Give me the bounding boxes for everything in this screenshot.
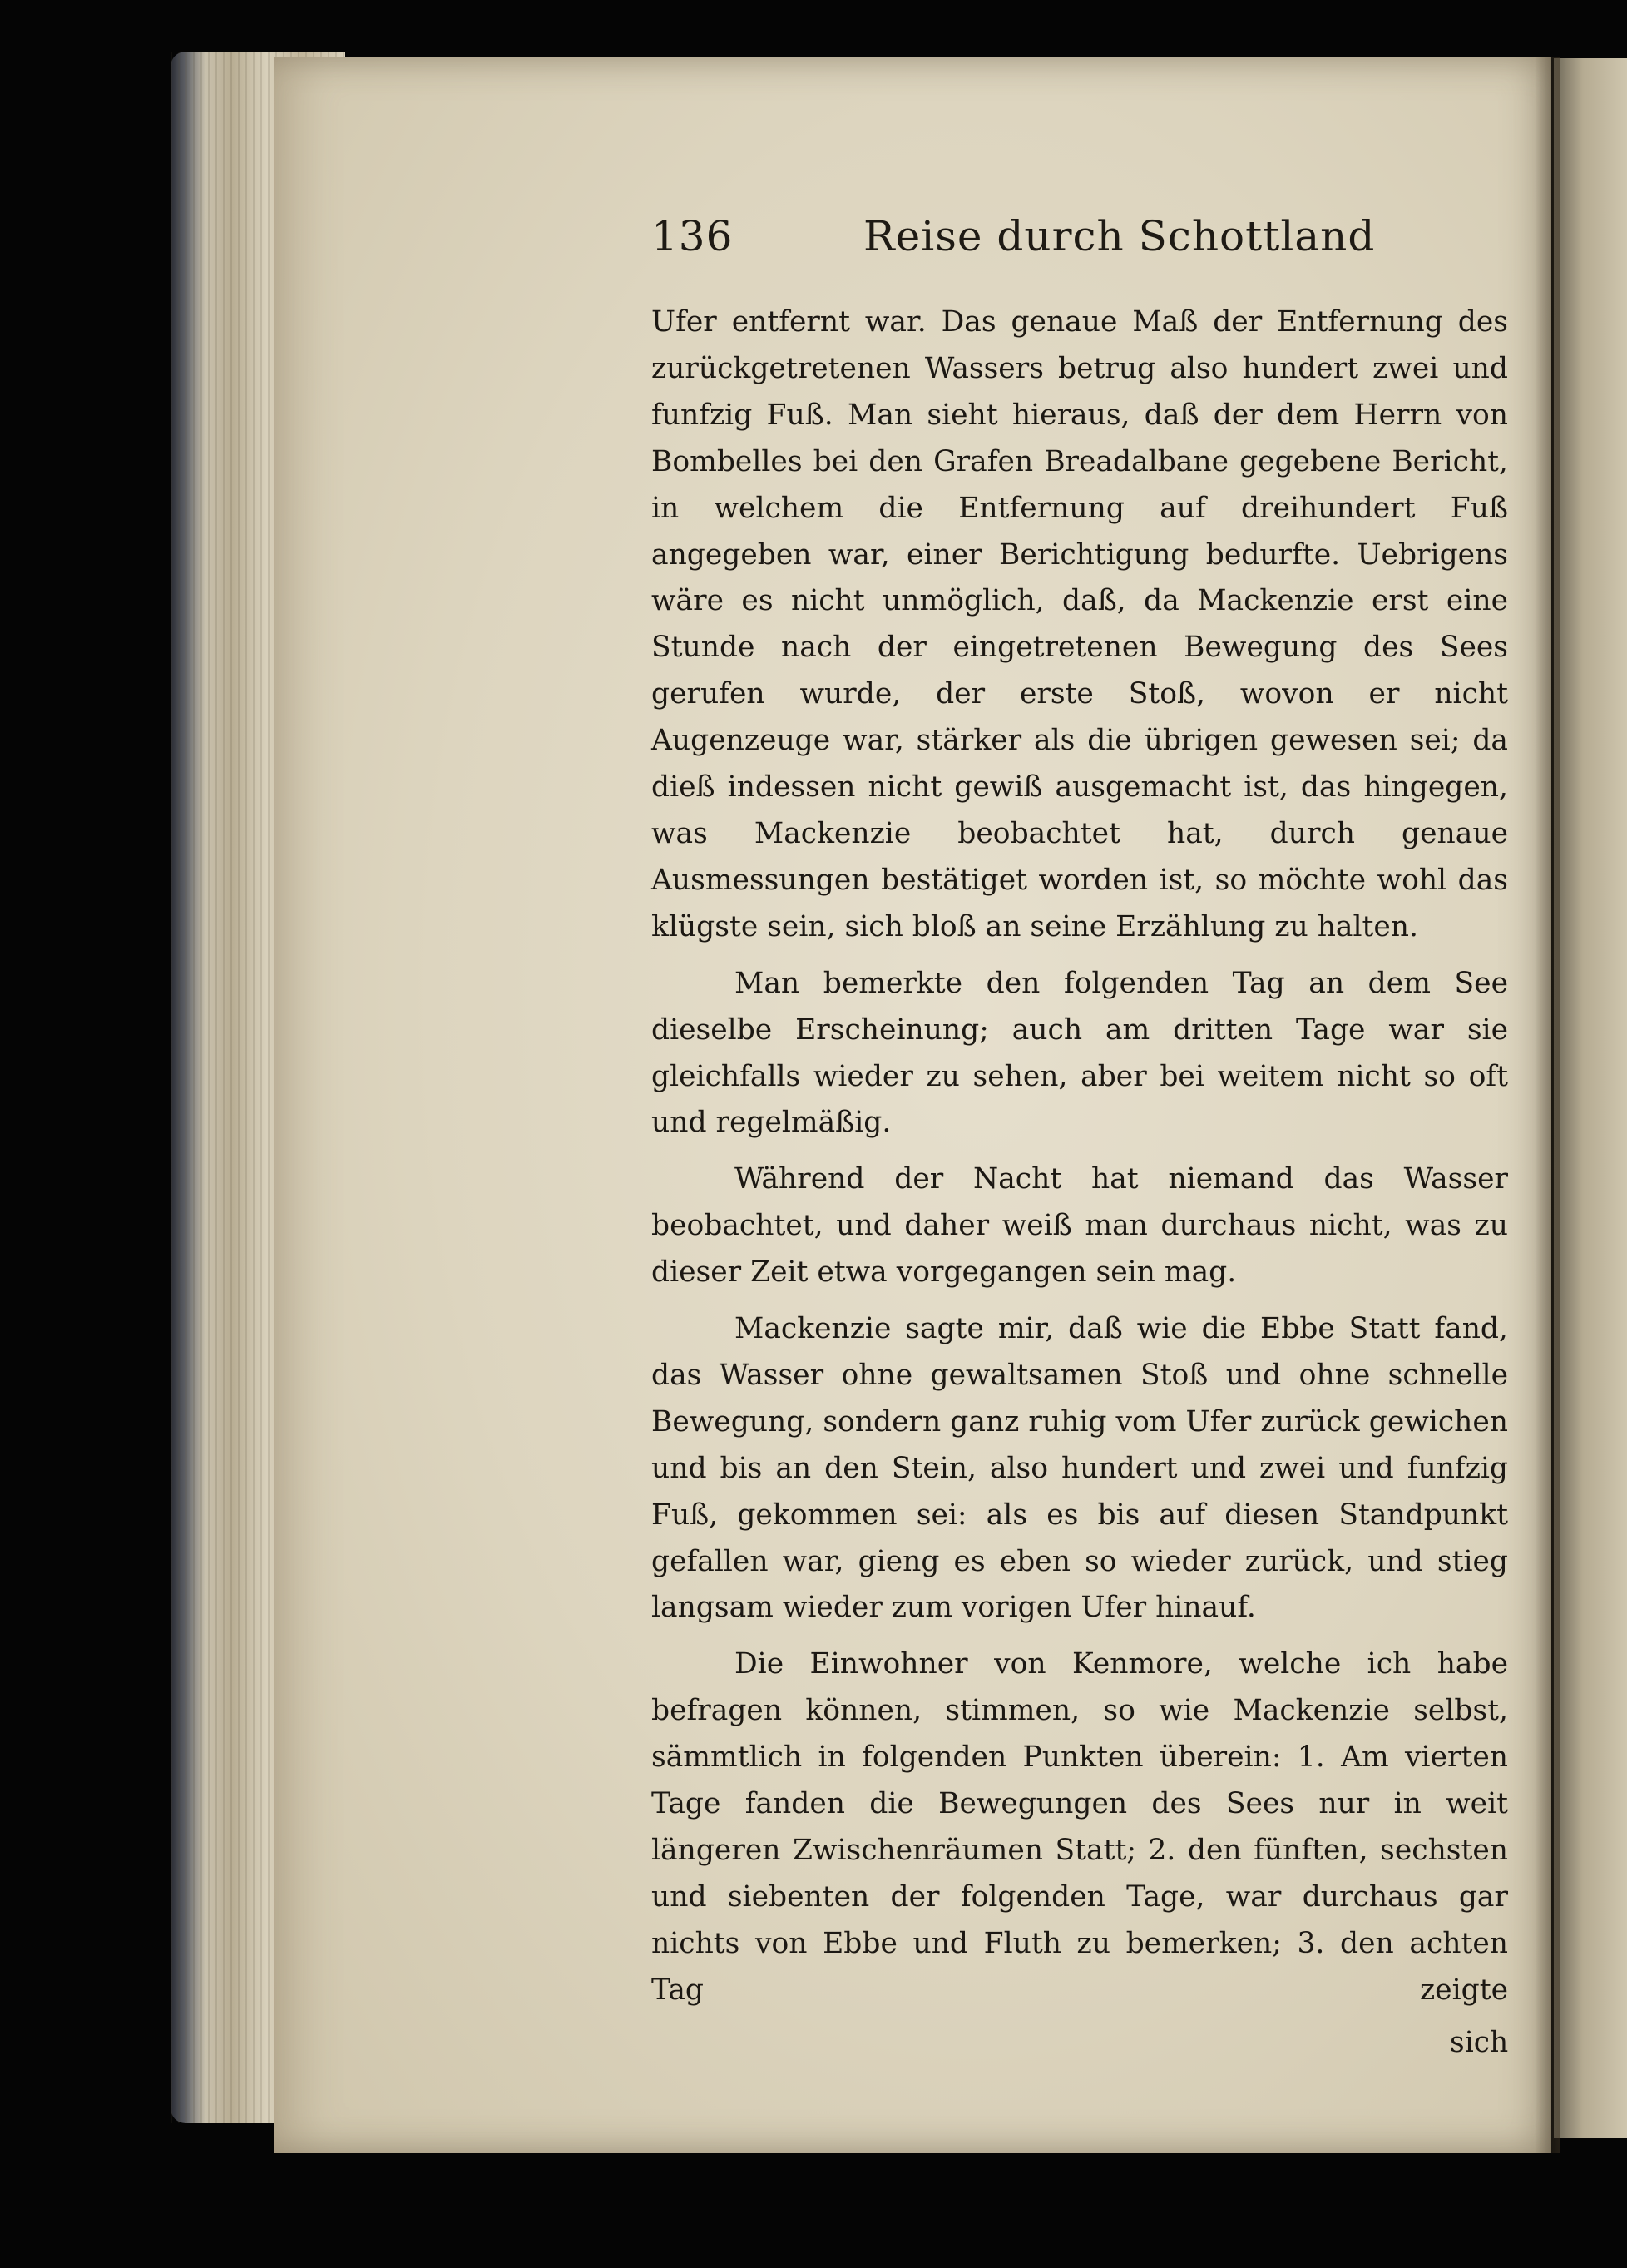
running-head xyxy=(651,212,1508,270)
body-text xyxy=(651,300,1508,2024)
gutter-shadow xyxy=(1535,57,1560,2153)
paragraph-4: Mackenzie sagte mir, daß wie die Ebbe Statt fand, das Wasser ohne gewaltsamen Stoß und ohne schnelle Bewegung, sondern ganz ruhig vom Ufer zurück gewichen und bis an den Stein, also hundert und zwei und funfzig Fuß, gekommen sei: als es bis auf diesen Standpunkt gefallen war, gieng es eben so wieder zurück, und stieg langsam wieder zum vorigen Ufer hinauf. xyxy=(651,1312,1508,1625)
paragraph-1: Ufer entfernt war. Das genaue Maß der Entfernung des zurückgetretenen Wassers betrug also hundert zwei und funfzig Fuß. Man sieht hieraus, daß der dem Herrn von Bombelles bei den Grafen Breadalbane gegebene Bericht, in welchem die Entfernung auf dreihundert Fuß angegeben war, einer Berichtigung bedurfte. Uebrigens wäre es nicht unmöglich, daß, da Mackenzie erst eine Stunde nach der eingetretenen Bewegung des Sees gerufen wurde, der erste Stoß, wovon er nicht Augenzeuge war, stärker als die übrigen gewesen sei; da dieß indessen nicht gewiß ausgemacht ist, das hingegen, was Mackenzie beobachtet hat, durch genaue Ausmessungen bestätiget worden ist, so möchte wohl das klügste sein, sich bloß an seine Erzählung zu halten. xyxy=(651,305,1508,943)
running-title: Reise durch Schottland xyxy=(863,212,1376,260)
page-number: 136 xyxy=(651,212,734,260)
facing-page-edge xyxy=(1554,58,1627,2138)
paragraph-2: Man bemerkte den folgenden Tag an dem See dieselbe Erscheinung; auch am dritten Tage war sie gleichfalls wieder zu sehen, aber bei weitem nicht so oft und regelmäßig. xyxy=(651,966,1508,1140)
catchword: sich xyxy=(1450,2026,1509,2059)
paragraph-5: Die Einwohner von Kenmore, welche ich habe befragen können, stimmen, so wie Mackenzie selbst, sämmtlich in folgenden Punkten überein: 1. Am vierten Tage fanden die Bewegungen des Sees nur in weit längeren Zwischenräumen Statt; 2. den fünften, sechsten und siebenten der folgenden Tage, war durchaus gar nichts von Ebbe und Fluth zu bemerken; 3. den achten Tag zeigte xyxy=(651,1647,1508,2007)
paragraph-3: Während der Nacht hat niemand das Wasser beobachtet, und daher weiß man durchaus nicht, was zu dieser Zeit etwa vorgegangen sein mag. xyxy=(651,1162,1508,1290)
